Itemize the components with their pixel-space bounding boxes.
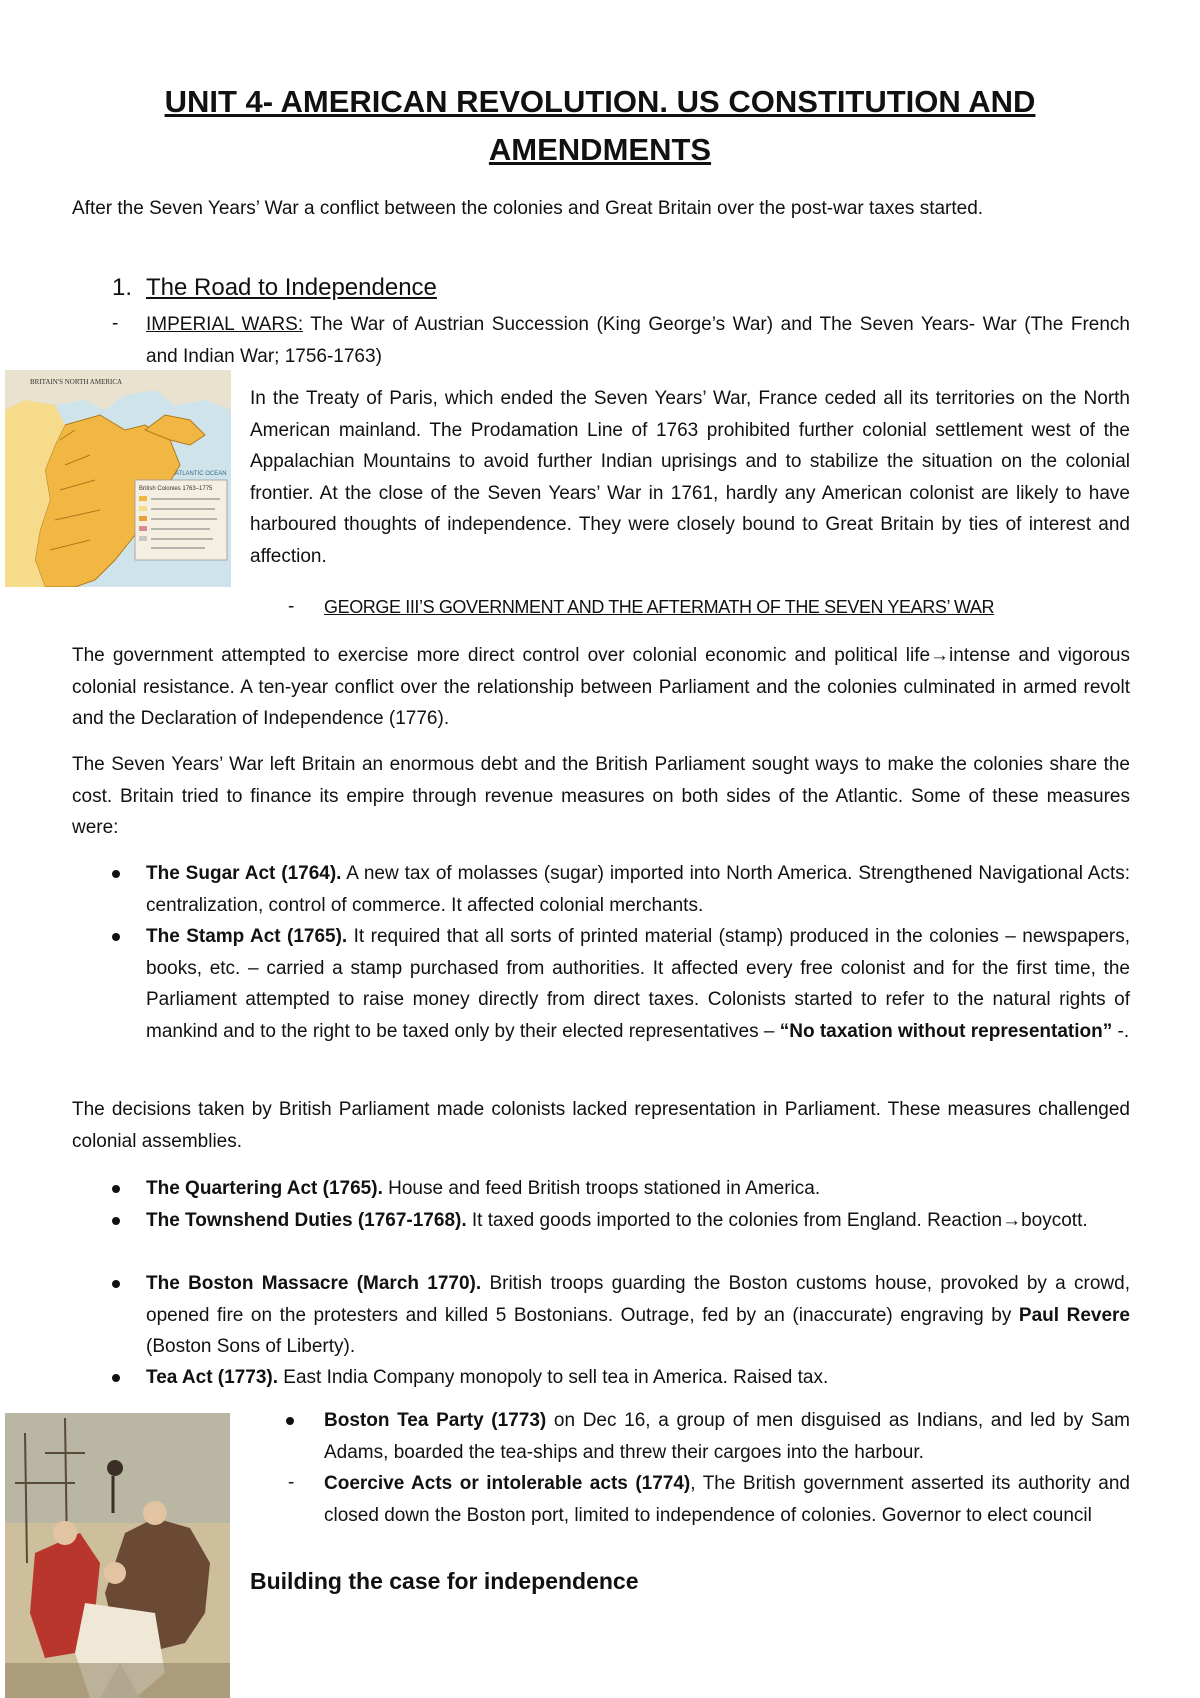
- tea-act-text: East India Company monopoly to sell tea in America. Raised tax.: [278, 1367, 829, 1388]
- coercive-text: , The British government asserted its authority and closed down the Boston port, limited to independence of colonies. Governor to elect council: [324, 1473, 1130, 1526]
- bullet-icon: [112, 1217, 120, 1225]
- map-legend-title: British Colonies 1763–1775: [139, 486, 213, 492]
- section-heading-road-to-independence: [112, 272, 437, 304]
- stamp-act-quote: “No taxation without representation”: [779, 1020, 1113, 1042]
- townshend-title: The Townshend Duties (1767-1768).: [146, 1210, 467, 1231]
- section-number: 1.: [112, 274, 133, 301]
- section-label: The Road to Independence: [146, 274, 437, 301]
- stamp-act-title: The Stamp Act (1765).: [146, 926, 348, 947]
- tea-party-title: Boston Tea Party (1773): [324, 1410, 547, 1431]
- heading-building-case: Building the case for independence: [250, 1568, 639, 1594]
- list-item-boston-tea-party: [324, 1405, 1130, 1468]
- massacre-title: The Boston Massacre (March 1770).: [146, 1273, 482, 1294]
- intro-paragraph: After the Seven Years’ War a conflict between the colonies and Great Britain over the post-war taxes started.: [72, 198, 984, 219]
- government-paragraph: The government attempted to exercise more direct control over colonial economic and political life→intense and vigorous colonial resistance. A ten-year conflict over the relationship between Parliament and the colonies culminated in armed revolt and the Declaration of Independence (1776).: [72, 645, 1130, 729]
- stamp-act-text: It required that all sorts of printed material (stamp) produced in the colonies – newspapers, books, etc. – carried a stamp purchased from authorities. It affected every free colonist and for the first time, the Parliament attempted to raise money directly from direct taxes. Colonists started to refer to the natural rights of mankind and to the right to be taxed only by their elected representatives –: [146, 926, 1130, 1042]
- dash-marker: -: [288, 1472, 295, 1493]
- dash-marker: -: [112, 313, 119, 334]
- map-title: BRITAIN'S NORTH AMERICA: [30, 378, 123, 386]
- massacre-paul-revere: Paul Revere: [1018, 1304, 1130, 1326]
- sugar-act-text: A new tax of molasses (sugar) imported into North America. Strengthened Navigational Acts: centralization, control of commerce. It affected colonial merchants.: [146, 863, 1130, 916]
- george-heading: GEORGE III’S GOVERNMENT AND THE AFTERMATH OF THE SEVEN YEARS’ WAR: [324, 597, 995, 617]
- imperial-wars-text: The War of Austrian Succession (King George’s War) and The Seven Years- War (The French and Indian War; 1756-1763): [146, 314, 1130, 367]
- dash-marker: -: [288, 596, 295, 617]
- bullet-icon: [112, 1185, 120, 1193]
- list-item-quartering-act: [146, 1173, 1130, 1205]
- boston-painting-image: [5, 1413, 230, 1698]
- townshend-text: It taxed goods imported to the colonies from England. Reaction→boycott.: [466, 1210, 1088, 1231]
- tea-act-title: Tea Act (1773).: [146, 1367, 278, 1388]
- quartering-act-title: The Quartering Act (1765).: [146, 1178, 383, 1199]
- quartering-act-text: House and feed British troops stationed in America.: [382, 1178, 821, 1199]
- page-title: UNIT 4- AMERICAN REVOLUTION. US CONSTITUTION AND AMENDMENTS: [164, 84, 1036, 167]
- colonies-map-image: [5, 370, 231, 587]
- bullet-icon: [112, 870, 120, 878]
- list-item-sugar-act: [146, 858, 1130, 921]
- imperial-wars-item: [146, 309, 1130, 372]
- list-item-stamp-act: [146, 921, 1130, 1047]
- list-item-tea-act: [146, 1362, 1130, 1394]
- bullet-icon: [112, 933, 120, 941]
- list-item-coercive-acts: [324, 1468, 1130, 1531]
- massacre-tail: (Boston Sons of Liberty).: [146, 1336, 356, 1357]
- list-item-townshend-duties: [146, 1205, 1130, 1237]
- massacre-text: British troops guarding the Boston customs house, provoked by a crowd, opened fire on the protesters and killed 5 Bostonians. Outrage, fed by an (inaccurate) engraving by: [146, 1273, 1130, 1326]
- bullet-icon: [112, 1280, 120, 1288]
- bullet-icon: [112, 1374, 120, 1382]
- sugar-act-title: The Sugar Act (1764).: [146, 863, 342, 884]
- imperial-wars-label: IMPERIAL WARS:: [146, 314, 304, 335]
- map-ocean-label: ATLANTIC OCEAN: [175, 471, 227, 477]
- treaty-paragraph: In the Treaty of Paris, which ended the Seven Years’ War, France ceded all its territories on the North American mainland. The Prodamation Line of 1763 prohibited further colonial settlement west of the Appalachian Mountains to avoid further Indian uprisings and to stabilize the situation on the colonial frontier. At the close of the Seven Years’ War in 1761, hardly any American colonist are likely to have harboured thoughts of independence. They were closely bound to Great Britain by ties of interest and affection.: [250, 388, 1130, 567]
- tea-party-text: on Dec 16, a group of men disguised as Indians, and led by Sam Adams, boarded the tea-ships and threw their cargoes into the harbour.: [324, 1410, 1130, 1463]
- bullet-icon: [286, 1417, 294, 1425]
- debt-paragraph: The Seven Years’ War left Britain an enormous debt and the British Parliament sought ways to make the colonies share the cost. Britain tried to finance its empire through revenue measures on both sides of the Atlantic. Some of these measures were:: [72, 754, 1130, 838]
- list-item-boston-massacre: [146, 1268, 1130, 1363]
- stamp-act-tail: -.: [1112, 1020, 1130, 1042]
- coercive-title: Coercive Acts or intolerable acts (1774): [324, 1473, 691, 1494]
- decisions-paragraph: The decisions taken by British Parliament made colonists lacked representation in Parliament. These measures challenged colonial assemblies.: [72, 1099, 1130, 1152]
